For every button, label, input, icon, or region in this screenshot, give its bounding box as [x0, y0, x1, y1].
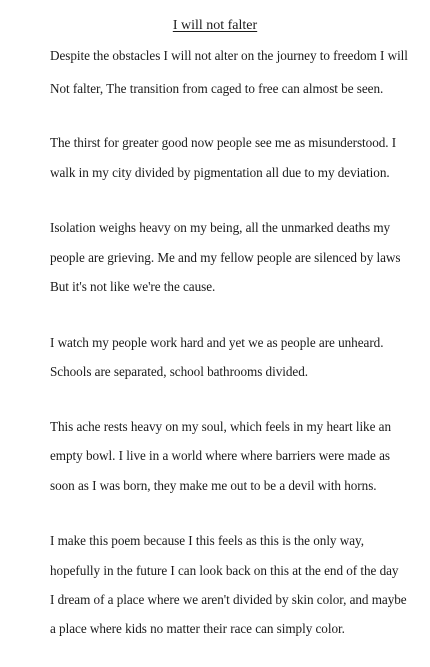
poem-line: people are grieving. Me and my fellow people are silenced by laws	[50, 250, 401, 265]
poem-line: Not falter, The transition from caged to free can almost be seen.	[50, 81, 384, 96]
poem-line: Despite the obstacles I will not alter on the journey to freedom I will	[50, 48, 408, 63]
poem-line: empty bowl. I live in a world where where barriers were made as	[50, 448, 390, 463]
poem-line: walk in my city divided by pigmentation all due to my deviation.	[50, 165, 390, 180]
poem-line: The thirst for greater good now people see me as misunderstood. I	[50, 135, 397, 150]
poem-line: soon as I was born, they make me out to be a devil with horns.	[50, 478, 377, 493]
poem-line: But it's not like we're the cause.	[50, 279, 216, 294]
poem-line: hopefully in the future I can look back on this at the end of the day	[50, 563, 399, 578]
poem-title: I will not falter	[172, 18, 258, 33]
poem-line: Schools are separated, school bathrooms divided.	[50, 364, 308, 379]
poem-line: I make this poem because I this feels as this is the only way,	[50, 533, 364, 548]
poem-line: Isolation weighs heavy on my being, all the unmarked deaths my	[50, 220, 391, 235]
poem-line: I watch my people work hard and yet we as people are unheard.	[50, 335, 384, 350]
poem-line: I dream of a place where we aren't divided by skin color, and maybe	[50, 592, 407, 607]
poem-line: This ache rests heavy on my soul, which feels in my heart like an	[50, 419, 391, 434]
poem-line: a place where kids no matter their race can simply color.	[50, 621, 345, 636]
